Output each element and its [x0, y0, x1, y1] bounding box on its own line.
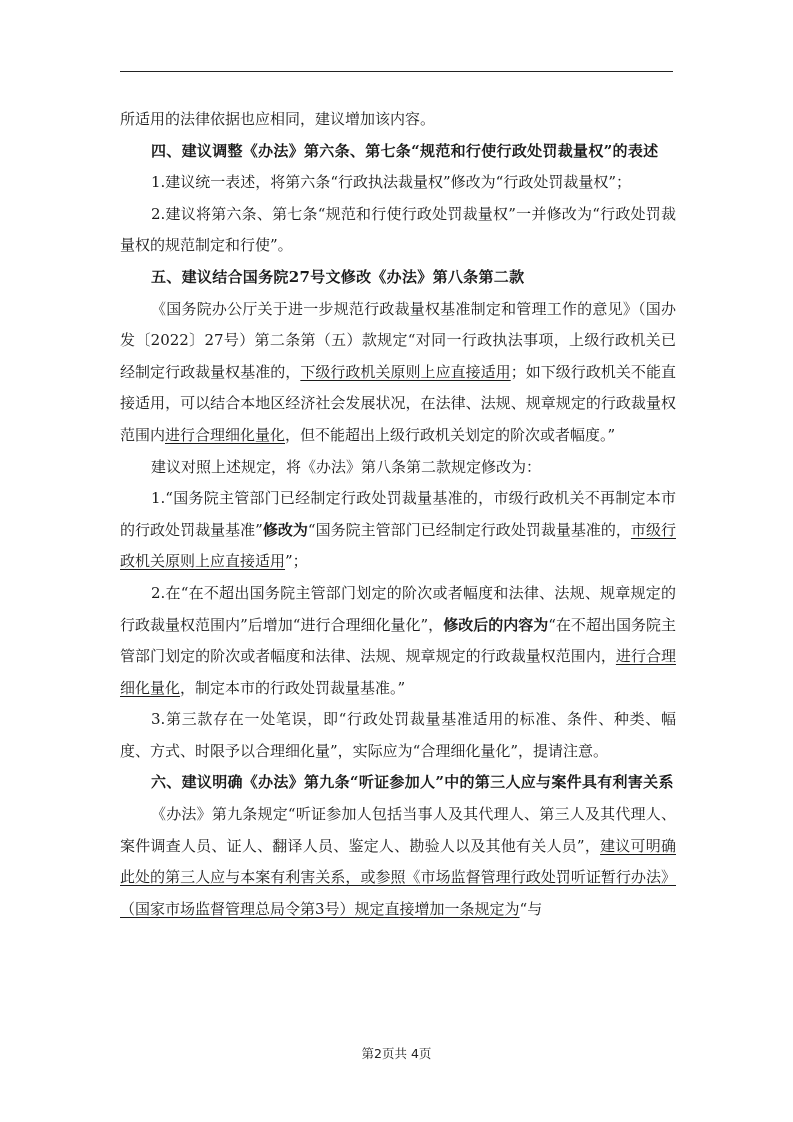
text-run: ”； [285, 552, 308, 571]
section-heading-5: 五、建议结合国务院27号文修改《办法》第八条第二款 [151, 267, 525, 286]
paragraph [120, 294, 676, 452]
document-body [120, 104, 676, 925]
underlined-text: 建议可明确此处的第三人应与本案有利害关系，或参照《市场监督管理行政处罚听证暂行办法》（国家市场监督管理总局令第3号）规定直接增加一条规定为 [120, 836, 676, 918]
text-run: ；如下级行政机关不能直接适用，可以结合本地区经济社会发展状况，在法律、法规、规章规定的行政裁量权范围内 [120, 362, 676, 444]
bold-text: 修改为 [262, 520, 308, 539]
paragraph: 2.建议将第六条、第七条“规范和行使行政处罚裁量权”一并修改为“行政处罚裁量权的规范制定和行使”。 [120, 204, 676, 255]
page-footer: 第2页共 4页 [361, 1046, 432, 1061]
paragraph: 建议对照上述规定，将《办法》第八条第二款规定修改为： [151, 457, 542, 476]
underlined-text: 进行合理细化量化 [165, 425, 286, 444]
text-run: 《办法》第九条规定“听证参加人包括当事人及其代理人、第三人及其代理人、案件调查人员、证人、翻译人员、鉴定人、勘验人以及其他有关人员”， [120, 805, 676, 855]
text-run: ，但不能超出上级行政机关划定的阶次或者幅度。” [285, 425, 616, 444]
text-run: “与 [519, 899, 543, 918]
text-run: 1.“国务院主管部门已经制定行政处罚裁量基准的，市级行政机关不再制定本市的行政处罚裁量基准” [120, 489, 676, 539]
paragraph-continuation: 所适用的法律依据也应相同，建议增加该内容。 [120, 110, 436, 128]
paragraph [120, 483, 676, 578]
underlined-text: 进行合理细化量化 [120, 647, 676, 697]
text-run: ，制定本市的行政处罚裁量基准。” [180, 678, 406, 697]
text-run: 2.在“在不超出国务院主管部门划定的阶次或者幅度和法律、法规、规章规定的行政裁量权范围内”后增加“进行合理细化量化”， [120, 583, 676, 634]
paragraph [120, 799, 676, 925]
section-heading-4: 四、建议调整《办法》第六条、第七条“规范和行使行政处罚裁量权”的表述 [151, 141, 659, 160]
text-run: “在不超出国务院主管部门划定的阶次或者幅度和法律、法规、规章规定的行政裁量权范围内， [120, 615, 676, 666]
underlined-text: 下级行政机关原则上应直接适用 [300, 362, 511, 381]
paragraph: 1.建议统一表述，将第六条“行政执法裁量权”修改为“行政处罚裁量权”； [151, 173, 631, 192]
underlined-text: 市级行政机关原则上应直接适用 [120, 520, 676, 571]
header-rule [120, 71, 673, 72]
section-heading-6: 六、建议明确《办法》第九条“听证参加人”中的第三人应与案件具有利害关系 [151, 773, 674, 792]
paragraph: 3.第三款存在一处笔误，即“行政处罚裁量基准适用的标准、条件、种类、幅度、方式、时限予以合理细化量”，实际应为“合理细化量化”，提请注意。 [120, 710, 676, 760]
text-run: “国务院主管部门已经制定行政处罚裁量基准的， [307, 520, 631, 539]
bold-text: 修改后的内容为 [443, 615, 549, 634]
text-run: 《国务院办公厅关于进一步规范行政裁量权基准制定和管理工作的意见》（国办发〔2022〕27号）第二条第（五）款规定“对同一行政执法事项，上级行政机关已经制定行政裁量权基准的， [120, 299, 676, 381]
paragraph [120, 578, 676, 704]
